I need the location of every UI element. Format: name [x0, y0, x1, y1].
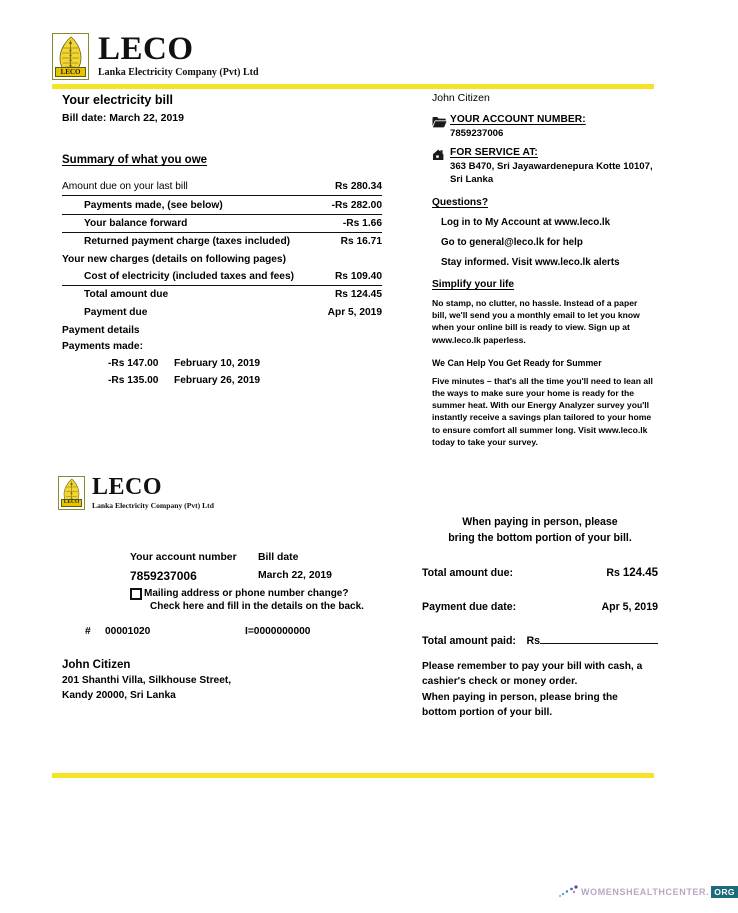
brand-name: LECO: [98, 31, 194, 67]
summer-heading: We Can Help You Get Ready for Summer: [432, 357, 602, 368]
summary-row-value: 1.66: [362, 217, 382, 229]
stub-bill-date-value: March 22, 2019: [258, 570, 332, 581]
questions-list: [432, 217, 654, 268]
summary-row-label: Total amount due: [62, 286, 321, 304]
address-change-line-2: Check here and fill in the details on the back.: [150, 601, 364, 612]
closing-line-4: bottom portion of your bill.: [422, 706, 553, 718]
summary-row-label: Your new charges (details on following pages): [62, 253, 286, 265]
stub-total-due-label: Total amount due:: [422, 566, 514, 579]
summary-row: [62, 268, 382, 286]
stub-total-due-currency: Rs: [606, 566, 620, 579]
summary-row-amount: [321, 178, 382, 196]
stub-customer-address-line-1: 201 Shanthi Villa, Silkhouse Street,: [62, 675, 232, 686]
stub-total-paid-input[interactable]: [540, 643, 658, 644]
summary-row-value: 280.34: [350, 181, 382, 193]
summary-row: [62, 214, 382, 232]
closing-line-3: When paying in person, please bring the: [422, 691, 618, 703]
service-address-line-2: Sri Lanka: [450, 174, 494, 185]
logo-tag-label-stub: LECO: [61, 499, 82, 508]
payment-amount: -Rs 147.00: [108, 358, 159, 369]
simplify-heading: Simplify your life: [432, 279, 515, 290]
stub-customer-address-line-2: Kandy 20000, Sri Lanka: [62, 690, 176, 702]
summary-table: [62, 178, 382, 321]
stub-total-due-row: [422, 567, 658, 579]
summary-row-amount: [321, 286, 382, 304]
summary-row-currency: Rs: [340, 236, 354, 248]
summary-row-label: Your balance forward: [62, 214, 321, 232]
closing-line-2: cashier's check or money order.: [422, 676, 578, 688]
customer-name: John Citizen: [432, 92, 490, 104]
summary-row-amount: [321, 196, 382, 214]
summary-row-value: 109.40: [350, 271, 382, 283]
summary-row-label: Amount due on your last bill: [62, 181, 188, 193]
summary-row: [62, 178, 382, 196]
payment-amount: -Rs 135.00: [108, 375, 159, 386]
stub-total-paid-label: Total amount paid:: [422, 634, 516, 647]
service-address-heading: FOR SERVICE AT:: [450, 147, 538, 158]
summary-row-amount: [321, 233, 382, 251]
watermark-org-badge: ORG: [711, 886, 738, 898]
summary-row-value: 282.00: [350, 199, 382, 211]
stub-left-column: [130, 552, 400, 612]
stub-closing-note: [422, 659, 667, 720]
summary-row-value: 124.45: [350, 289, 382, 301]
stub-reference-number: 00001020: [105, 626, 151, 637]
stub-notice-line-1: When paying in person, please: [462, 516, 618, 528]
payments-list: [62, 358, 382, 386]
summary-row-amount: [321, 268, 382, 286]
question-item: Log in to My Account at www.leco.lk: [441, 217, 611, 228]
stub-reference-code: I=0000000000: [245, 626, 311, 637]
account-number-value: 7859237006: [450, 128, 504, 139]
summary-row-value: 16.71: [356, 236, 382, 248]
stub-due-date-label: Payment due date:: [422, 600, 517, 613]
summary-row-currency: Rs: [334, 271, 348, 283]
hash-symbol: #: [85, 626, 91, 637]
stub-account-number-label: Your account number: [130, 552, 237, 563]
summary-row-amount: [321, 304, 382, 321]
summary-row-label: Payments made, (see below): [62, 196, 321, 214]
question-item: Go to general@leco.lk for help: [441, 237, 583, 248]
address-change-row[interactable]: [130, 588, 400, 612]
address-change-line-1: Mailing address or phone number change?: [144, 588, 349, 599]
stub-due-date-value: Apr 5, 2019: [601, 600, 658, 613]
address-change-checkbox[interactable]: [130, 588, 142, 600]
payment-entry: [62, 375, 382, 386]
stub-due-date-row: [422, 601, 658, 613]
stub-total-paid-currency: Rs: [526, 634, 540, 647]
stub-total-due-value: 124.45: [622, 566, 658, 579]
account-info-column: [432, 92, 654, 448]
stub-customer-name: John Citizen: [62, 659, 131, 671]
watermark: [558, 884, 738, 900]
stub-right-column: [422, 515, 658, 647]
summary-column: [62, 93, 382, 386]
payments-made-label: Payments made:: [62, 341, 143, 352]
brand-subtitle-stub: Lanka Electricity Company (Pvt) Ltd: [92, 500, 214, 510]
summary-table-body: [62, 178, 382, 321]
house-icon: [432, 147, 450, 166]
stub-account-number-value: 7859237006: [130, 569, 197, 583]
closing-line-1: Please remember to pay your bill with cash, a: [422, 661, 643, 672]
account-number-heading: YOUR ACCOUNT NUMBER:: [450, 114, 586, 125]
header-divider-top: [52, 84, 654, 89]
watermark-dots-icon: [558, 884, 580, 900]
brand-name-stub: LECO: [92, 474, 163, 500]
brand-subtitle: Lanka Electricity Company (Pvt) Ltd: [98, 67, 259, 79]
payment-entry: [62, 358, 382, 369]
summary-row: [62, 304, 382, 321]
summary-row-currency: -Rs: [342, 217, 360, 229]
summary-row-amount: [321, 214, 382, 232]
question-item: Stay informed. Visit www.leco.lk alerts: [441, 257, 620, 268]
payment-date: February 26, 2019: [174, 375, 261, 386]
summary-row-value: Apr 5, 2019: [327, 306, 382, 318]
summary-row-amount: [321, 251, 382, 268]
questions-heading: Questions?: [432, 197, 489, 208]
summary-row: [62, 233, 382, 251]
summary-row-currency: Rs: [334, 289, 348, 301]
summer-body: Five minutes – that's all the time you'll need to lean all the ways to make sure your home is ready for the summer heat. With our Energy Analyzer survey you'll instantly receive a savings plan tailored to your home to ensure comfort all summer long. Visit www.leco.lk today to take your survey.: [432, 375, 653, 447]
summary-row-currency: -Rs: [331, 199, 348, 211]
stub-reference-row: [85, 626, 395, 637]
summary-row-label: Returned payment charge (taxes included): [62, 233, 321, 251]
simplify-body: No stamp, no clutter, no hassle. Instead of a paper bill, we'll send you a monthly email to let you know when your online bill is ready to view. Sign up at www.leco.lk paperless.: [432, 298, 640, 345]
account-number-row: [432, 114, 654, 139]
page-title: Your electricity bill: [62, 93, 173, 107]
bill-date-label: Bill date: March 22, 2019: [62, 112, 184, 124]
summary-row-label: Payment due: [84, 306, 148, 318]
summary-row: [62, 286, 382, 304]
brand-logo-stub: [58, 476, 214, 510]
brand-logo-top: [52, 33, 259, 80]
payment-details-label: Payment details: [62, 325, 140, 336]
stub-notice-line-2: bring the bottom portion of your bill.: [448, 531, 632, 544]
stub-total-paid-row[interactable]: [422, 635, 658, 647]
leco-island-logo-stub-icon: [58, 476, 85, 510]
summary-row-label: Cost of electricity (included taxes and fees): [84, 271, 295, 283]
stub-customer-address: [62, 659, 382, 704]
folder-icon: [432, 114, 450, 133]
summary-row-currency: Rs: [334, 181, 348, 193]
leco-island-logo-icon: [52, 33, 89, 80]
service-address-row: [432, 147, 654, 185]
payment-date: February 10, 2019: [174, 358, 261, 369]
summary-row: [62, 251, 382, 268]
summary-row: [62, 196, 382, 214]
stub-bill-date-label: Bill date: [258, 552, 299, 563]
logo-tag-label: LECO: [55, 67, 86, 77]
summary-heading: Summary of what you owe: [62, 154, 208, 166]
watermark-text: WOMENSHEALTHCENTER.: [581, 887, 710, 897]
service-address-line-1: 363 B470, Sri Jayawardenepura Kotte 10107,: [450, 161, 653, 172]
footer-divider: [52, 773, 654, 778]
